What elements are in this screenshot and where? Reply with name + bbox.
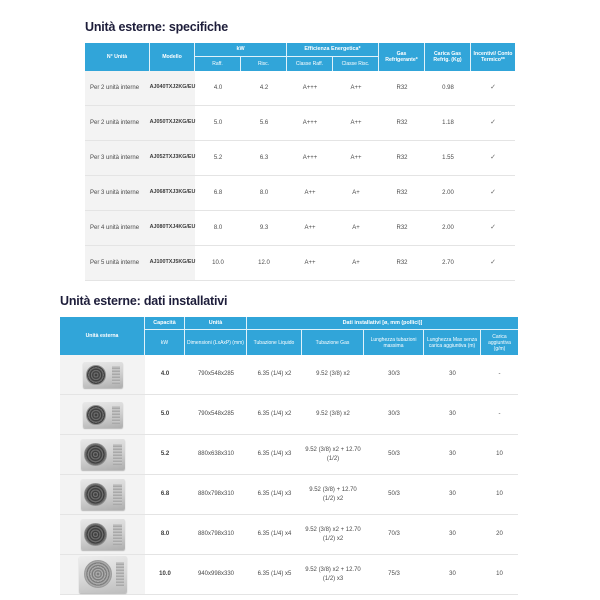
cell-capacita: 5.0 bbox=[160, 411, 170, 418]
cell-modello: AJ068TXJ3KG/EU bbox=[150, 176, 195, 210]
col-header-modello: Modello bbox=[150, 43, 195, 71]
col-group-kw: kW bbox=[195, 43, 287, 57]
cell-classe-raff: A+++ bbox=[302, 84, 318, 91]
check-icon: ✓ bbox=[490, 84, 496, 92]
outdoor-unit-small bbox=[83, 402, 123, 428]
cell-kw-risc: 5.6 bbox=[259, 119, 269, 126]
cell-unit-photo bbox=[60, 555, 145, 594]
col-header-carica-aggiuntiva: Carica aggiuntiva (g/m) bbox=[488, 333, 511, 352]
cell-dimensioni: 880x638x310 bbox=[197, 451, 235, 458]
cell-lunghezza-tubazioni: 75/3 bbox=[388, 571, 400, 578]
cell-modello: AJ052TXJ3KG/EU bbox=[150, 141, 195, 175]
cell-tubazione-gas: 9.52 (3/8) x2 bbox=[316, 411, 350, 418]
table-row bbox=[85, 141, 515, 176]
col-group-unita: Unità bbox=[185, 317, 247, 330]
table-row bbox=[85, 71, 515, 106]
cell-lunghezza-max: 30 bbox=[449, 531, 456, 538]
col-header-n-unita: N° Unità bbox=[85, 43, 150, 71]
cell-kw-raff: 5.2 bbox=[213, 154, 223, 161]
cell-kw-risc: 8.0 bbox=[259, 189, 269, 196]
cell-carica: 0.98 bbox=[442, 84, 454, 91]
outdoor-unit-medium bbox=[81, 519, 125, 550]
cell-gas: R32 bbox=[396, 189, 408, 196]
col-header-tubazione-gas: Tubazione Gas bbox=[302, 330, 364, 355]
cell-carica: 1.18 bbox=[442, 119, 454, 126]
cell-carica-aggiuntiva: 10 bbox=[496, 451, 503, 458]
col-header-incentivi: Incentivi/ Conto Termico** bbox=[473, 50, 513, 63]
cell-carica: 2.00 bbox=[442, 224, 454, 231]
cell-capacita: 8.0 bbox=[160, 531, 170, 538]
fan-grille-icon bbox=[84, 560, 112, 588]
cell-modello: AJ040TXJ2KG/EU bbox=[150, 71, 195, 105]
cell-classe-raff: A+++ bbox=[302, 119, 318, 126]
cell-classe-risc: A++ bbox=[350, 119, 362, 126]
cell-unit-photo bbox=[60, 515, 145, 554]
cell-classe-raff: A++ bbox=[304, 224, 316, 231]
table-row bbox=[85, 246, 515, 281]
cell-kw-raff: 5.0 bbox=[213, 119, 223, 126]
cell-tubazione-liquido: 6.35 (1/4) x2 bbox=[257, 411, 292, 418]
cell-gas: R32 bbox=[396, 154, 408, 161]
col-header-lunghezza-tubazioni: Lunghezza tubazioni massima bbox=[364, 330, 424, 355]
cell-dimensioni: 940x998x330 bbox=[197, 571, 235, 578]
fan-grille-icon bbox=[86, 365, 106, 385]
cell-kw-risc: 6.3 bbox=[259, 154, 269, 161]
specs-section bbox=[85, 20, 515, 281]
cell-tubazione-gas: 9.52 (3/8) x2 bbox=[316, 371, 350, 378]
cell-lunghezza-tubazioni: 50/3 bbox=[388, 491, 400, 498]
check-icon: ✓ bbox=[490, 154, 496, 162]
cell-gas: R32 bbox=[396, 259, 408, 266]
cell-carica-aggiuntiva: 10 bbox=[496, 571, 503, 578]
col-header-unita-esterna: Unità esterna bbox=[60, 317, 145, 355]
col-header-kw-raff: Raff. bbox=[195, 57, 241, 71]
cell-classe-risc: A+ bbox=[352, 224, 360, 231]
fan-grille-icon bbox=[84, 523, 107, 546]
cell-tubazione-liquido: 6.35 (1/4) x3 bbox=[257, 451, 292, 458]
cell-kw-raff: 6.8 bbox=[213, 189, 223, 196]
cell-lunghezza-max: 30 bbox=[449, 571, 456, 578]
cell-unit-photo bbox=[60, 355, 145, 394]
cell-lunghezza-tubazioni: 70/3 bbox=[388, 531, 400, 538]
cell-n-unita: Per 2 unità interne bbox=[85, 106, 150, 140]
cell-tubazione-gas: 9.52 (3/8) x2 + 12.70 (1/2) x3 bbox=[305, 567, 361, 582]
col-header-lunghezza-max-senza-carica: Lunghezza Max senza carica aggiuntiva (m) bbox=[424, 330, 481, 355]
cell-classe-raff: A++ bbox=[304, 189, 316, 196]
cell-classe-risc: A+ bbox=[352, 189, 360, 196]
table-row bbox=[60, 515, 518, 555]
table-row bbox=[60, 475, 518, 515]
vent-lines-icon bbox=[116, 562, 124, 587]
cell-dimensioni: 880x798x310 bbox=[197, 531, 235, 538]
table-row bbox=[85, 176, 515, 211]
outdoor-unit-large bbox=[79, 556, 127, 593]
fan-grille-icon bbox=[84, 483, 107, 506]
cell-dimensioni: 790x548x285 bbox=[197, 371, 235, 378]
cell-kw-risc: 4.2 bbox=[259, 84, 269, 91]
col-header-gas-refrigerante: Gas Refrigerante* bbox=[379, 43, 425, 71]
cell-unit-photo bbox=[60, 435, 145, 474]
install-table bbox=[60, 317, 518, 595]
cell-carica-aggiuntiva: 10 bbox=[496, 491, 503, 498]
cell-lunghezza-tubazioni: 50/3 bbox=[388, 451, 400, 458]
cell-classe-risc: A+ bbox=[352, 259, 360, 266]
cell-gas: R32 bbox=[396, 84, 408, 91]
cell-lunghezza-max: 30 bbox=[449, 371, 456, 378]
check-icon: ✓ bbox=[490, 119, 496, 127]
cell-tubazione-liquido: 6.35 (1/4) x5 bbox=[257, 571, 292, 578]
fan-grille-icon bbox=[84, 443, 107, 466]
cell-n-unita: Per 3 unità interne bbox=[85, 176, 150, 210]
cell-gas: R32 bbox=[396, 224, 408, 231]
col-header-classe-raff: Classe Raff. bbox=[287, 57, 333, 71]
cell-lunghezza-tubazioni: 30/3 bbox=[388, 411, 400, 418]
cell-dimensioni: 790x548x285 bbox=[197, 411, 235, 418]
table-row bbox=[60, 435, 518, 475]
cell-n-unita: Per 3 unità interne bbox=[85, 141, 150, 175]
col-header-kw-risc: Risc. bbox=[241, 57, 287, 71]
col-group-dati-installativi: Dati installativi [ø, mm (pollici)] bbox=[247, 317, 518, 330]
cell-classe-risc: A++ bbox=[350, 84, 362, 91]
vent-lines-icon bbox=[113, 484, 122, 505]
cell-capacita: 5.2 bbox=[160, 451, 170, 458]
cell-kw-raff: 8.0 bbox=[213, 224, 223, 231]
cell-tubazione-gas: 9.52 (3/8) x2 + 12.70 (1/2) x2 bbox=[305, 527, 361, 542]
specs-table-header bbox=[85, 43, 515, 71]
cell-unit-photo bbox=[60, 475, 145, 514]
cell-carica-aggiuntiva: - bbox=[498, 411, 501, 418]
cell-tubazione-liquido: 6.35 (1/4) x2 bbox=[257, 371, 292, 378]
cell-lunghezza-tubazioni: 30/3 bbox=[388, 371, 400, 378]
install-title: Unità esterne: dati installativi bbox=[60, 294, 228, 308]
vent-lines-icon bbox=[112, 406, 120, 424]
cell-kw-risc: 12.0 bbox=[258, 259, 270, 266]
cell-classe-risc: A++ bbox=[350, 154, 362, 161]
specs-table bbox=[85, 43, 515, 281]
cell-lunghezza-max: 30 bbox=[449, 451, 456, 458]
cell-kw-raff: 4.0 bbox=[213, 84, 223, 91]
vent-lines-icon bbox=[113, 524, 122, 545]
cell-kw-raff: 10.0 bbox=[212, 259, 224, 266]
cell-classe-raff: A++ bbox=[304, 259, 316, 266]
check-icon: ✓ bbox=[490, 224, 496, 232]
outdoor-unit-small bbox=[83, 362, 123, 388]
install-table-header bbox=[60, 317, 518, 355]
table-row bbox=[60, 355, 518, 395]
cell-classe-raff: A+++ bbox=[302, 154, 318, 161]
install-section bbox=[60, 294, 518, 595]
cell-capacita: 4.0 bbox=[160, 371, 170, 378]
cell-capacita: 10.0 bbox=[159, 571, 171, 578]
cell-unit-photo bbox=[60, 395, 145, 434]
cell-tubazione-gas: 9.52 (3/8) + 12.70 (1/2) x2 bbox=[309, 487, 357, 502]
outdoor-unit-medium bbox=[81, 439, 125, 470]
cell-capacita: 6.8 bbox=[160, 491, 170, 498]
cell-carica-aggiuntiva: - bbox=[498, 371, 501, 378]
cell-tubazione-liquido: 6.35 (1/4) x3 bbox=[257, 491, 292, 498]
col-header-dimensioni: Dimensioni (LxAxP) (mm) bbox=[185, 330, 247, 355]
cell-modello: AJ100TXJ5KG/EU bbox=[150, 246, 195, 280]
col-group-capacita: Capacità bbox=[145, 317, 185, 330]
cell-modello: AJ080TXJ4KG/EU bbox=[150, 211, 195, 245]
vent-lines-icon bbox=[112, 366, 120, 384]
specs-title: Unità esterne: specifiche bbox=[85, 20, 228, 34]
table-row bbox=[60, 395, 518, 435]
cell-carica-aggiuntiva: 20 bbox=[496, 531, 503, 538]
vent-lines-icon bbox=[113, 444, 122, 465]
cell-modello: AJ050TXJ2KG/EU bbox=[150, 106, 195, 140]
cell-n-unita: Per 5 unità interne bbox=[85, 246, 150, 280]
check-icon: ✓ bbox=[490, 259, 496, 267]
check-icon: ✓ bbox=[490, 189, 496, 197]
col-header-capacita-kw: kW bbox=[145, 330, 185, 355]
col-group-efficienza: Efficienza Energetica* bbox=[287, 43, 379, 57]
install-table-body bbox=[60, 355, 518, 595]
cell-dimensioni: 880x798x310 bbox=[197, 491, 235, 498]
cell-carica: 2.70 bbox=[442, 259, 454, 266]
table-row bbox=[85, 106, 515, 141]
cell-n-unita: Per 4 unità interne bbox=[85, 211, 150, 245]
table-row bbox=[60, 555, 518, 595]
table-row bbox=[85, 211, 515, 246]
specs-table-body bbox=[85, 71, 515, 281]
col-header-tubazione-liquido: Tubazione Liquido bbox=[247, 330, 302, 355]
col-header-classe-risc: Classe Risc. bbox=[333, 57, 379, 71]
cell-n-unita: Per 2 unità interne bbox=[85, 71, 150, 105]
cell-tubazione-liquido: 6.35 (1/4) x4 bbox=[257, 531, 292, 538]
cell-kw-risc: 9.3 bbox=[259, 224, 269, 231]
cell-lunghezza-max: 30 bbox=[449, 491, 456, 498]
cell-lunghezza-max: 30 bbox=[449, 411, 456, 418]
outdoor-unit-medium bbox=[81, 479, 125, 510]
cell-gas: R32 bbox=[396, 119, 408, 126]
cell-carica: 2.00 bbox=[442, 189, 454, 196]
fan-grille-icon bbox=[86, 405, 106, 425]
col-header-carica-gas: Carica Gas Refrig. (Kg) bbox=[425, 43, 471, 71]
cell-carica: 1.55 bbox=[442, 154, 454, 161]
cell-tubazione-gas: 9.52 (3/8) x2 + 12.70 (1/2) bbox=[305, 447, 361, 462]
